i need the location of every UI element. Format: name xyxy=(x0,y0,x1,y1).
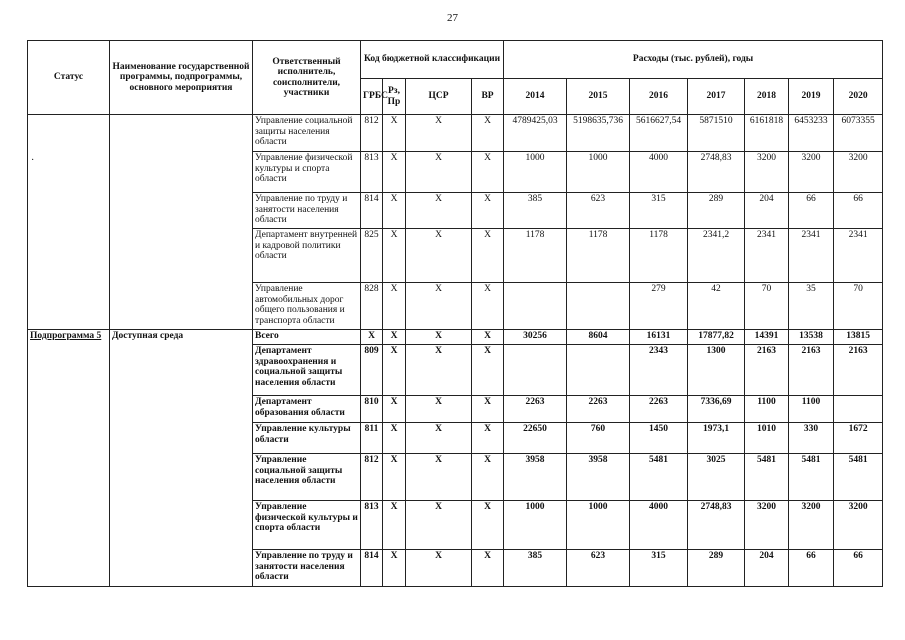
value-cell xyxy=(504,283,567,330)
value-cell: 1100 xyxy=(745,396,789,423)
executor-cell: Управление культуры области xyxy=(253,423,361,454)
value-cell: 5616627,54 xyxy=(630,115,688,152)
csr-cell: X xyxy=(406,330,472,345)
header-year: 2020 xyxy=(834,79,883,115)
value-cell: 3200 xyxy=(834,501,883,550)
value-cell: 13815 xyxy=(834,330,883,345)
grbs-cell: 810 xyxy=(361,396,383,423)
value-cell: 204 xyxy=(745,550,789,587)
value-cell: 279 xyxy=(630,283,688,330)
value-cell: 4000 xyxy=(630,152,688,193)
grbs-cell: X xyxy=(361,330,383,345)
csr-cell: X xyxy=(406,396,472,423)
value-cell: 385 xyxy=(504,193,567,229)
csr-cell: X xyxy=(406,501,472,550)
page-number: 27 xyxy=(447,12,458,24)
rzpr-cell: X xyxy=(383,152,406,193)
value-cell: 70 xyxy=(834,283,883,330)
value-cell: 1300 xyxy=(688,345,745,396)
vr-cell: X xyxy=(472,330,504,345)
status-cell-empty xyxy=(28,115,110,330)
value-cell: 760 xyxy=(567,423,630,454)
table-row xyxy=(28,330,883,345)
value-cell: 2341 xyxy=(789,229,834,283)
value-cell: 30256 xyxy=(504,330,567,345)
executor-cell: Управление социальной защиты населения области xyxy=(253,115,361,152)
csr-cell: X xyxy=(406,229,472,283)
value-cell: 4789425,03 xyxy=(504,115,567,152)
header-year: 2016 xyxy=(630,79,688,115)
value-cell: 1000 xyxy=(567,152,630,193)
name-cell-empty xyxy=(110,115,253,330)
value-cell: 66 xyxy=(789,193,834,229)
header-vr: ВР xyxy=(472,79,504,115)
value-cell: 70 xyxy=(745,283,789,330)
rzpr-cell: X xyxy=(383,330,406,345)
value-cell: 14391 xyxy=(745,330,789,345)
grbs-cell: 828 xyxy=(361,283,383,330)
header-budget-code: Код бюджетной классификации xyxy=(361,41,504,79)
value-cell: 8604 xyxy=(567,330,630,345)
value-cell: 5481 xyxy=(834,454,883,501)
value-cell: 66 xyxy=(834,193,883,229)
value-cell: 5871510 xyxy=(688,115,745,152)
value-cell: 2748,83 xyxy=(688,501,745,550)
value-cell: 1672 xyxy=(834,423,883,454)
header-year: 2015 xyxy=(567,79,630,115)
table-row xyxy=(28,115,883,152)
value-cell: 2341 xyxy=(834,229,883,283)
vr-cell: X xyxy=(472,229,504,283)
rzpr-cell: X xyxy=(383,550,406,587)
value-cell: 13538 xyxy=(789,330,834,345)
value-cell: 1100 xyxy=(789,396,834,423)
value-cell: 66 xyxy=(834,550,883,587)
value-cell: 623 xyxy=(567,193,630,229)
subprogram-status: Подпрограмма 5 xyxy=(30,331,102,341)
vr-cell: X xyxy=(472,193,504,229)
value-cell: 6073355 xyxy=(834,115,883,152)
value-cell: 1973,1 xyxy=(688,423,745,454)
value-cell: 5481 xyxy=(745,454,789,501)
csr-cell: X xyxy=(406,152,472,193)
value-cell: 5481 xyxy=(789,454,834,501)
value-cell: 289 xyxy=(688,550,745,587)
value-cell: 6161818 xyxy=(745,115,789,152)
vr-cell: X xyxy=(472,115,504,152)
vr-cell: X xyxy=(472,550,504,587)
grbs-cell: 814 xyxy=(361,193,383,229)
value-cell: 2263 xyxy=(504,396,567,423)
csr-cell: X xyxy=(406,423,472,454)
value-cell: 2263 xyxy=(567,396,630,423)
rzpr-cell: X xyxy=(383,229,406,283)
header-program-name: Наименование государственной программы, подпрограммы, основного мероприятия xyxy=(110,41,253,115)
value-cell: 3200 xyxy=(745,152,789,193)
vr-cell: X xyxy=(472,345,504,396)
rzpr-cell: X xyxy=(383,501,406,550)
value-cell xyxy=(567,345,630,396)
value-cell: 2343 xyxy=(630,345,688,396)
csr-cell: X xyxy=(406,345,472,396)
value-cell: 3025 xyxy=(688,454,745,501)
csr-cell: X xyxy=(406,193,472,229)
value-cell: 22650 xyxy=(504,423,567,454)
csr-cell: X xyxy=(406,550,472,587)
header-year: 2017 xyxy=(688,79,745,115)
value-cell: 289 xyxy=(688,193,745,229)
value-cell: 3200 xyxy=(789,152,834,193)
grbs-cell: 812 xyxy=(361,115,383,152)
vr-cell: X xyxy=(472,423,504,454)
value-cell: 4000 xyxy=(630,501,688,550)
value-cell: 1450 xyxy=(630,423,688,454)
rzpr-cell: X xyxy=(383,283,406,330)
value-cell: 3200 xyxy=(834,152,883,193)
value-cell: 2263 xyxy=(630,396,688,423)
value-cell: 315 xyxy=(630,193,688,229)
executor-cell: Департамент здравоохранения и социальной защиты населения области xyxy=(253,345,361,396)
value-cell: 7336,69 xyxy=(688,396,745,423)
value-cell: 623 xyxy=(567,550,630,587)
value-cell: 1000 xyxy=(504,501,567,550)
subprogram-rows xyxy=(28,330,883,587)
vr-cell: X xyxy=(472,283,504,330)
value-cell: 1178 xyxy=(567,229,630,283)
status-cell xyxy=(28,330,110,587)
header-year: 2018 xyxy=(745,79,789,115)
rzpr-cell: X xyxy=(383,396,406,423)
value-cell: 5481 xyxy=(630,454,688,501)
executor-cell: Управление по труду и занятости населения области xyxy=(253,550,361,587)
rzpr-cell: X xyxy=(383,115,406,152)
header-grbs: ГРБС xyxy=(361,79,383,115)
value-cell: 1010 xyxy=(745,423,789,454)
executor-cell: Департамент образования области xyxy=(253,396,361,423)
vr-cell: X xyxy=(472,396,504,423)
value-cell: 1178 xyxy=(504,229,567,283)
value-cell: 5198635,736 xyxy=(567,115,630,152)
value-cell: 315 xyxy=(630,550,688,587)
rzpr-cell: X xyxy=(383,423,406,454)
value-cell: 3958 xyxy=(567,454,630,501)
value-cell: 1000 xyxy=(504,152,567,193)
value-cell: 1178 xyxy=(630,229,688,283)
grbs-cell: 813 xyxy=(361,501,383,550)
value-cell: 2341,2 xyxy=(688,229,745,283)
rzpr-cell: X xyxy=(383,454,406,501)
value-cell: 35 xyxy=(789,283,834,330)
value-cell: 66 xyxy=(789,550,834,587)
header-rzpr: Рз, Пр xyxy=(383,79,406,115)
header-expenses: Расходы (тыс. рублей), годы xyxy=(504,41,883,79)
value-cell: 16131 xyxy=(630,330,688,345)
header-csr: ЦСР xyxy=(406,79,472,115)
executor-cell: Управление социальной защиты населения области xyxy=(253,454,361,501)
vr-cell: X xyxy=(472,501,504,550)
value-cell xyxy=(834,396,883,423)
value-cell: 42 xyxy=(688,283,745,330)
stray-mark: · xyxy=(31,155,35,166)
subprogram-name: Доступная среда xyxy=(110,330,253,587)
value-cell xyxy=(567,283,630,330)
grbs-cell: 812 xyxy=(361,454,383,501)
grbs-cell: 825 xyxy=(361,229,383,283)
grbs-cell: 809 xyxy=(361,345,383,396)
vr-cell: X xyxy=(472,454,504,501)
header-status: Статус xyxy=(28,41,110,115)
value-cell: 3958 xyxy=(504,454,567,501)
value-cell: 6453233 xyxy=(789,115,834,152)
header-year: 2014 xyxy=(504,79,567,115)
executor-cell: Управление по труду и занятости населения области xyxy=(253,193,361,229)
value-cell: 1000 xyxy=(567,501,630,550)
value-cell: 204 xyxy=(745,193,789,229)
value-cell: 2163 xyxy=(834,345,883,396)
grbs-cell: 813 xyxy=(361,152,383,193)
value-cell xyxy=(504,345,567,396)
csr-cell: X xyxy=(406,283,472,330)
value-cell: 3200 xyxy=(745,501,789,550)
header-executor: Ответственный исполнитель, соисполнители, участники xyxy=(253,41,361,115)
value-cell: 385 xyxy=(504,550,567,587)
grbs-cell: 811 xyxy=(361,423,383,454)
executor-cell: Управление автомобильных дорог общего пользования и транспорта области xyxy=(253,283,361,330)
value-cell: 2163 xyxy=(789,345,834,396)
value-cell: 330 xyxy=(789,423,834,454)
csr-cell: X xyxy=(406,454,472,501)
value-cell: 2748,83 xyxy=(688,152,745,193)
value-cell: 3200 xyxy=(789,501,834,550)
value-cell: 17877,82 xyxy=(688,330,745,345)
executor-cell: Всего xyxy=(253,330,361,345)
header-year: 2019 xyxy=(789,79,834,115)
table-header xyxy=(28,41,883,115)
executor-cell: Управление физической культуры и спорта области xyxy=(253,501,361,550)
continuation-rows xyxy=(28,115,883,330)
budget-table xyxy=(27,40,883,587)
executor-cell: Департамент внутренней и кадровой политики области xyxy=(253,229,361,283)
grbs-cell: 814 xyxy=(361,550,383,587)
executor-cell: Управление физической культуры и спорта области xyxy=(253,152,361,193)
value-cell: 2341 xyxy=(745,229,789,283)
value-cell: 2163 xyxy=(745,345,789,396)
vr-cell: X xyxy=(472,152,504,193)
rzpr-cell: X xyxy=(383,345,406,396)
csr-cell: X xyxy=(406,115,472,152)
rzpr-cell: X xyxy=(383,193,406,229)
